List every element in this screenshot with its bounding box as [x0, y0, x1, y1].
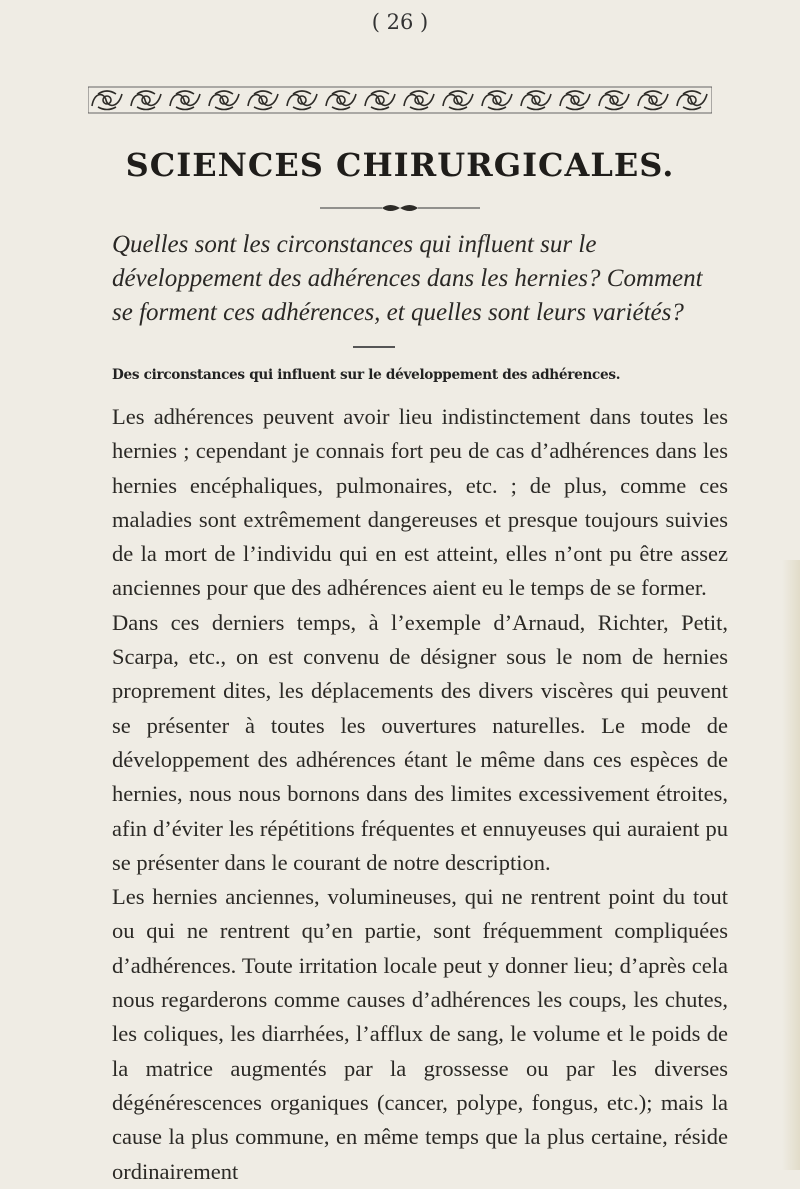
- ornament-motif: [170, 91, 200, 110]
- ornament-motif: [677, 91, 707, 110]
- ornament-motif: [131, 91, 161, 110]
- paragraph-3: Les hernies anciennes, volumineuses, qui ne rentrent point du tout ou qui ne rentrent qu’en partie, sont fréquemment compliquées d’adhérences. Toute irritation locale peut y donner lieu; d’après cela nous regarderons comme causes d’adhérences les coups, les chutes, les coliques, les diarrhées, l’afflux de sang, le volume et le poids de la matrice augmentés par la grossesse ou par les diverses dégénérescences organiques (cancer, polype, fongus, etc.); mais la cause la plus commune, en même temps que la plus certaine, réside ordinairement: [112, 884, 728, 1184]
- paragraph-1: Les adhérences peuvent avoir lieu indistinctement dans toutes les hernies ; cependant je connais fort peu de cas d’adhérences dans les hernies encéphaliques, pulmonaires, etc. ; de plus, comme ces maladies sont extrêmement dangereuses et presque toujours suivies de la mort de l’individu qui en est atteint, elles n’ont pu être assez anciennes pour que des adhérences aient eu le temps de se former.: [112, 404, 728, 601]
- ornament-motif: [404, 91, 434, 110]
- ornament-motif: [209, 91, 239, 110]
- ornament-motif: [248, 91, 278, 110]
- ornament-motif: [443, 91, 473, 110]
- ornament-motif: [287, 91, 317, 110]
- floral-band-ornament-icon: [88, 86, 712, 114]
- ornament-motif: [521, 91, 551, 110]
- section-title: SCIENCES CHIRURGICALES.: [125, 146, 675, 184]
- body-text: [112, 400, 728, 1189]
- ornament-motif: [365, 91, 395, 110]
- ornament-motif: [92, 91, 122, 110]
- ornament-motif: [326, 91, 356, 110]
- subheading: Des circonstances qui influent sur le développement des adhérences.: [112, 367, 621, 383]
- ornament-motif: [482, 91, 512, 110]
- paper-edge-stain: [782, 560, 800, 1170]
- ornament-motif: [560, 91, 590, 110]
- short-divider: [353, 346, 395, 348]
- ornament-motif: [638, 91, 668, 110]
- paragraph-2: Dans ces derniers temps, à l’exemple d’Arnaud, Richter, Petit, Scarpa, etc., on est convenu de désigner sous le nom de hernies proprement dites, les déplacements des divers viscères qui peuvent se présenter à toutes les ouvertures naturelles. Le mode de développement des adhérences étant le même dans ces espèces de hernies, nous nous bornons dans des limites excessivement étroites, afin d’éviter les répétitions fréquentes et ennuyeuses qui auraient pu se présenter dans le courant de notre description.: [112, 609, 728, 875]
- question-heading: Quelles sont les circonstances qui influent sur le développement des adhérences dans les hernies? Comment se forment ces adhérences, et quelles sont leurs variétés?: [112, 231, 703, 326]
- page-number: ( 26 ): [371, 10, 429, 34]
- title-divider-ornament-icon: [320, 202, 480, 214]
- ornament-motif: [599, 91, 629, 110]
